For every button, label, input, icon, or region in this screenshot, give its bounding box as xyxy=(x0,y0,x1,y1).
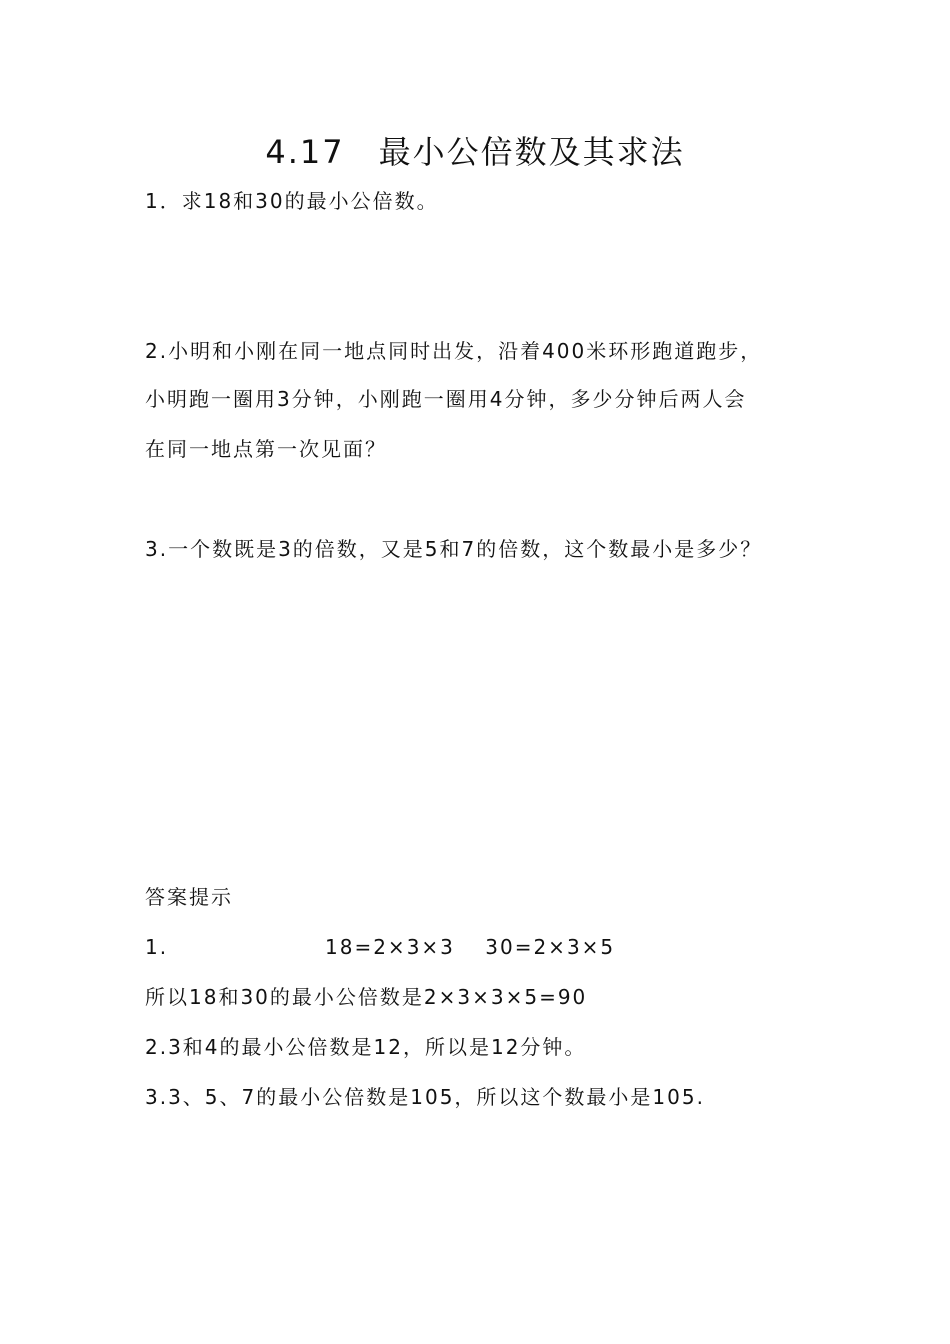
answers-heading: 答案提示 xyxy=(145,885,233,909)
answer-1-result: 所以18和30的最小公倍数是2×3×3×5=90 xyxy=(145,985,588,1009)
answer-1-factorization: 18=2×3×3 30=2×3×5 xyxy=(325,935,616,959)
question-3: 3.一个数既是3的倍数，又是5和7的倍数，这个数最小是多少？ xyxy=(145,537,763,561)
answer-2: 2.3和4的最小公倍数是12，所以是12分钟。 xyxy=(145,1035,587,1059)
answer-1-number: 1. xyxy=(145,935,169,959)
question-1: 1．求18和30的最小公倍数。 xyxy=(145,189,439,213)
question-2-line-3: 在同一地点第一次见面？ xyxy=(145,437,387,461)
question-2-line-2: 小明跑一圈用3分钟，小刚跑一圈用4分钟，多少分钟后两人会 xyxy=(145,387,747,411)
question-2-line-1: 2.小明和小刚在同一地点同时出发，沿着400米环形跑道跑步， xyxy=(145,339,763,363)
page-title: 4.17 最小公倍数及其求法 xyxy=(265,133,685,171)
answer-1-factorization-line xyxy=(145,932,615,962)
answer-3: 3.3、5、7的最小公倍数是105，所以这个数最小是105. xyxy=(145,1085,705,1109)
